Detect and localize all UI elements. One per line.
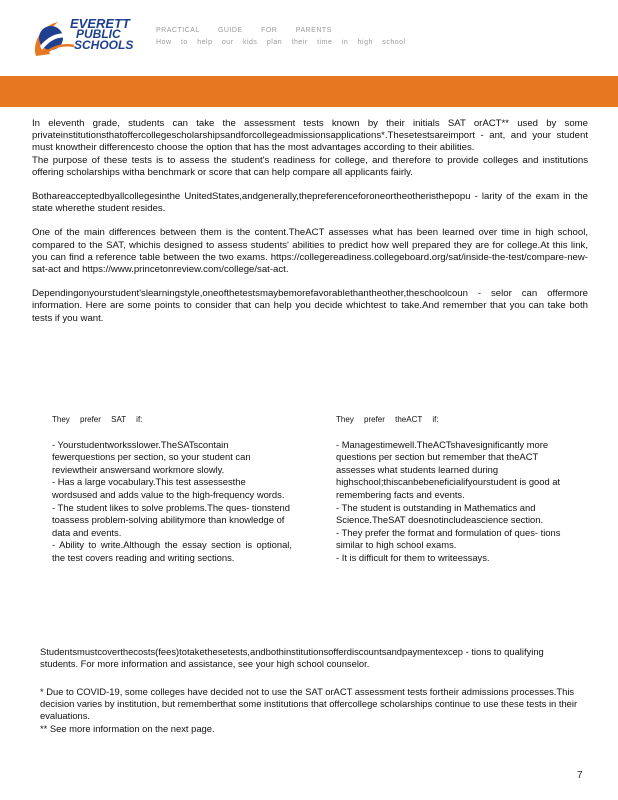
footnote-covid: * Due to COVID-19, some colleges have decided not to use the SAT orACT assessment tests fortheir admissions processes.This decision varies by institution, but rememberthat some institutions that offercollege scholarships continue to use these tests in their evaluations.: [40, 686, 578, 722]
paragraph-intro: In eleventh grade, students can take the assessment tests known by their initials SAT orACT** used by some privateinstitutionsthatoffercollegescholarshipsandforcollegeadmissionsapplications*.Thesetestsareimport - ant, and your student must knowtheir differencesto choose the option that has the most advantages according to their abilities.: [32, 118, 588, 154]
list-item: - Has a large vocabulary.This test assessesthe wordsused and adds value to the high-frequency words.: [52, 476, 285, 500]
differences-text: One of the main differences between them is the content.TheACT assesses what has been learned over time in high school, compared to the SAT, whichis designed to assess students' abilities to predict how well prepared they are for college.At this link, you can find a reference table between the two exams.: [32, 227, 588, 263]
list-item: - Ability to write.Although the essay section is optional, the test covers reading and writing sections.: [52, 539, 292, 563]
list-item: - It is difficult for them to writeessays.: [336, 551, 490, 563]
page-number: 7: [577, 770, 583, 781]
sat-list: [52, 439, 292, 565]
footnotes: [40, 686, 585, 735]
paragraph-purpose: The purpose of these tests is to assess the student's readiness for college, and therefore to provide colleges and institutions offering scholarships witha benchmark or score that can help compare all applicants fairly.: [32, 154, 588, 178]
everett-public-schools-logo: [30, 16, 140, 62]
logo-word-1: EVERETT: [70, 16, 130, 31]
list-item: - The student is outstanding in Mathematics and Science.TheSAT doesnotincludeascience section.: [336, 501, 544, 526]
sat-heading: They prefer SAT if:: [52, 415, 143, 424]
reference-links[interactable]: https://collegereadiness.collegeboard.org/sat/inside-the-test/compare-new-sat-act and https://www.princetonreview.com/college/sat-act.: [32, 251, 588, 276]
logo-wordmark: [70, 18, 140, 51]
list-item: - They prefer the format and formulation of ques- tions similar to high school exams.: [336, 526, 561, 551]
list-item: - Yourstudentworksslower.TheSATscontain fewerquestions per section, so your student can reviewtheir answersand workmore slowly.: [52, 438, 251, 475]
paragraph-differences: [32, 227, 588, 276]
logo-word-2: PUBLIC: [76, 27, 121, 41]
act-column: [336, 414, 576, 565]
orange-header-band: [0, 76, 618, 107]
act-list: [336, 439, 576, 565]
paragraph-learning-style: Dependingonyourstudent'slearningstyle,oneofthetestsmaybemorefavorablethantheother,theschoolcoun - selor can offermore information. Here are some points to consider that can help you decide whichtest to take.And remember that you can take both tests if you want.: [32, 288, 588, 324]
footnote-next-page: ** See more information on the next page.: [40, 722, 215, 734]
costs-paragraph: Studentsmustcoverthecosts(fees)totakethesetests,andbothinstitutionsofferdiscountsandpaymentexcep - tions to qualifying students. For more information and assistance, see your high school counselor.: [40, 646, 544, 669]
guide-title-line2: How to help our kids plan their time in high school: [156, 39, 406, 46]
sat-column: [52, 414, 292, 565]
guide-title-line1: PRACTICAL GUIDE FOR PARENTS: [156, 27, 332, 34]
act-heading: They prefer theACT if:: [336, 415, 439, 424]
guide-title: [156, 25, 406, 49]
intro-text: [32, 118, 588, 337]
list-item: - Managestimewell.TheACTshavesignificantly more questions per section but remember that theACT assesses what students learned during highschool;thiscanbebeneficialifyourstudent is good at remembering facts and events.: [336, 438, 561, 500]
paragraph-acceptance: Bothareacceptedbyallcollegesinthe UnitedStates,andgenerally,thepreferenceforoneortheotheristhepopu - larity of the exam in the state wherethe student resides.: [32, 191, 588, 215]
logo-word-3: SCHOOLS: [74, 38, 134, 52]
list-item: - The student likes to solve problems.The ques- tionstend toassess problem-solving abilitymore than knowledge of data and events.: [52, 501, 290, 538]
